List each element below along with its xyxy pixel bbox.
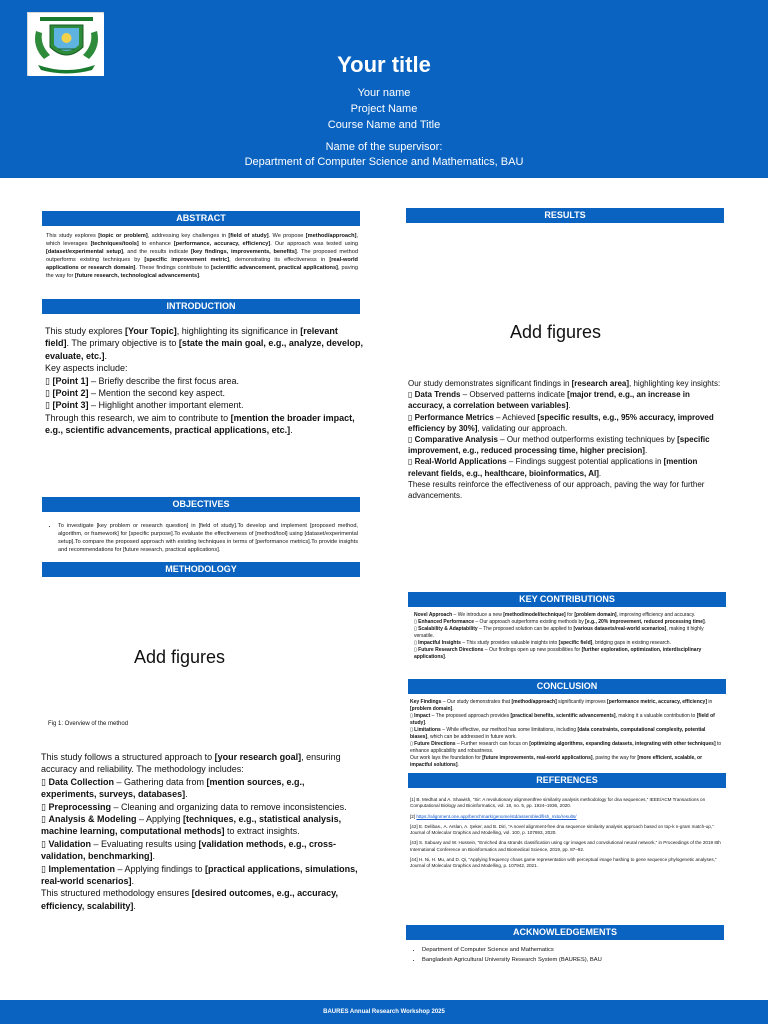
missing-glyph-icon: ▯ [414,626,419,632]
references-heading: REFERENCES [408,773,726,788]
emphasis-text: [topic or problem] [98,233,148,239]
body-text: , demonstrating its effectiveness in [229,257,330,263]
missing-glyph-icon: ▯ [414,640,419,646]
emphasis-text: [Point 1] [52,375,89,386]
body-text: . [198,273,201,279]
introduction-points [45,375,363,412]
body-text: Our study demonstrates significant findings in [408,379,572,388]
references-list [410,797,724,874]
body-text: to enhance applicability and robustness. [410,741,722,754]
emphasis-text: Implementation [48,863,115,874]
objectives-heading: OBJECTIVES [42,497,360,512]
body-text: . Our approach was tested using [270,241,358,247]
introduction-paragraph [45,325,363,362]
introduction-point [45,375,363,387]
conclusion-closing [410,755,724,769]
methodology-step [41,863,359,888]
acknowledgements-heading: ACKNOWLEDGEMENTS [406,925,724,940]
conclusion-item [410,727,724,741]
emphasis-text: [desired outcomes, e.g., accuracy, efficiency, scalability] [41,888,338,911]
body-text: , highlighting key insights: [629,379,721,388]
reference-item: [44] H. Ni, H. Mu, and D. Qi, “Applying frequency chaos game representation with perceptual image hashing to gene sequence phylogenetic analyses,” Journal of Molecular Graphics and Modelling, p. 107942, 2021. [410,857,717,869]
missing-glyph-icon: ▯ [410,713,415,719]
body-text: – Achieved [493,412,538,422]
emphasis-text: Performance Metrics [414,412,494,422]
body-text: for [565,612,575,618]
emphasis-text: [Point 3] [52,400,89,411]
missing-glyph-icon: ▯ [45,400,53,411]
body-text: . [131,876,135,887]
body-text: , paving the way for [592,755,638,761]
body-text: . The primary objective is to [66,338,179,349]
result-item [408,434,724,456]
body-text: . We propose [268,233,306,239]
body-text: , ensuring accuracy and reliability. The methodology includes: [41,752,341,775]
results-intro [408,378,724,389]
body-text: . [444,654,447,660]
body-text: Through this research, we aim to contribute to [45,412,231,423]
conclusion-body [410,699,724,769]
emphasis-text: Validation [48,838,91,849]
body-text: – Our method outperforms existing techniques by [497,435,678,445]
emphasis-text: [future research, technological advancements] [74,273,199,279]
body-text: . [452,706,454,712]
emphasis-text: [real-world applications or research domain] [46,257,358,271]
key-contributions-heading: KEY CONTRIBUTIONS [408,592,726,607]
emphasis-text: [your research goal] [214,752,302,762]
emphasis-text: [techniques, e.g., statistical analysis, machine learning, computational methods] [41,814,342,837]
body-text: – Gathering data from [113,776,207,787]
introduction-body [45,325,363,437]
contribution-item [414,626,724,640]
methodology-body [41,751,359,912]
reference-item: [42] E. Delibas., A. Arslan, A. Şeker, and B. Diri, “A novel alignment-free dna sequence similarity analysis approach based on top-k n-gram match-up,” Journal of Molecular Graphics and Modelling, vol. 100, p. 107693, 2020. [410,823,714,836]
emphasis-text: [practical benefits, scientific advancements] [510,713,616,719]
emphasis-text: Novel Approach [414,612,453,618]
conclusion-item [410,713,724,727]
reference-number: [2] [410,813,417,819]
methodology-figure-placeholder: Add figures [134,647,226,667]
body-text: . [425,720,427,726]
reference-url-link[interactable]: https://alignment.one.app/benchmark/genome/std/assembled/fish_mito/results/ [416,813,577,819]
body-text: , addressing key challenges in [147,233,229,239]
results-closing: These results reinforce the effectiveness of our approach, paving the way for further advancements. [408,479,705,501]
conclusion-item [410,699,724,713]
body-text: , bridging gaps in existing research. [592,640,671,646]
emphasis-text: Limitations [414,727,441,733]
emphasis-text: Enhanced Performance [418,619,474,625]
emphasis-text: Comparative Analysis [414,435,498,445]
emphasis-text: [mention sources, e.g., experiments, surveys, databases] [41,776,305,800]
abstract-text [46,232,358,280]
emphasis-text: [mention the broader impact, e.g., scientific advancements, practical applications, etc.] [45,412,355,436]
body-text: , improving efficiency and accuracy. [616,612,696,618]
reference-item: [43] S. Sabuary and W. Hussein, “Enriched dna strands classification using cgr images and convolutional neural network,” in Proceedings of the 2019 8th International Conference on Bioinformatics and Biomedical Science, 2019, pp. 87–92. [410,840,721,852]
body-text: – Mention the second key aspect. [88,388,226,399]
emphasis-text: Data Trends [414,390,461,400]
emphasis-text: Data Collection [48,776,114,787]
emphasis-text: [Your Topic] [125,326,177,336]
body-text: . The proposed method outperforms existing techniques by [46,249,358,263]
contribution-item [414,612,724,619]
emphasis-text: Scalability & Adaptability [418,626,478,632]
conclusion-item [410,741,724,755]
missing-glyph-icon: ▯ [408,412,415,422]
body-text: This study follows a structured approach to [41,752,215,762]
body-text: – Our study demonstrates that [441,699,512,705]
emphasis-text: [data constraints, computational complexity, potential biases] [410,727,706,740]
body-text: – Briefly describe the first focus area. [88,375,240,386]
body-text: Our work lays the foundation for [410,755,483,761]
body-text: . [457,762,459,768]
emphasis-text: [specific improvement, e.g., reduced processing time, higher precision] [408,435,710,456]
body-text: , paving the way for [46,265,358,279]
project-name: Project Name [350,103,418,115]
body-text: . [290,425,293,436]
emphasis-text: Future Research Directions [418,647,484,653]
methodology-closing [41,887,359,912]
emphasis-text: Preprocessing [48,801,111,812]
emphasis-text: [performance, accuracy, efficiency] [173,241,271,247]
methodology-heading: METHODOLOGY [42,562,360,577]
key-contributions-list [414,612,724,661]
introduction-heading: INTRODUCTION [42,299,360,314]
missing-glyph-icon: ▯ [410,727,415,733]
missing-glyph-icon: ▯ [410,741,415,747]
body-text: . These findings contribute to [135,265,211,271]
body-text: , which leverages [46,233,358,247]
body-text: . [133,900,136,911]
author-name: Your name [357,87,411,99]
contribution-item [414,647,724,661]
missing-glyph-icon: ▯ [41,801,49,812]
missing-glyph-icon: ▯ [41,838,49,849]
missing-glyph-icon: ▯ [41,863,49,874]
body-text: significantly improves [556,699,608,705]
reference-item: [1] B. Medhat and A. Shawish, “Sir: A revolutionary alignmentfree similarity analysis methodology for dna sequences,” IEEE/ACM Transactions on Computational Biology and Bioinformatics, vol. 18, no. 5, pp. 1924–1936, 2020. [410,797,706,809]
body-text: – This study provides valuable insights into [460,640,559,646]
methodology-step [41,776,359,801]
emphasis-text: [dataset/experimental setup] [46,249,124,255]
body-text: – Observed patterns indicate [460,390,568,400]
contribution-item [414,640,724,647]
introduction-point [45,399,363,411]
body-text: This study explores [45,326,126,336]
emphasis-text: [future improvements, real-world applications] [482,755,593,761]
methodology-step [41,813,359,838]
body-text: to enhance [138,241,174,247]
emphasis-text: [performance metric, accuracy, efficiency] [607,699,707,705]
body-text: , making it a valuable contribution to [615,713,697,719]
emphasis-text: [specific results, e.g., 95% accuracy, improved efficiency by 30%] [408,412,714,433]
emphasis-text: Impact [414,713,431,719]
emphasis-text: [problem domain] [574,612,617,618]
emphasis-text: [scientific advancement, practical applications] [210,265,338,271]
emphasis-text: [further exploration, optimization, interdisciplinary applications] [414,647,702,660]
results-items [408,389,724,479]
missing-glyph-icon: ▯ [408,457,415,467]
body-text: . [644,446,648,456]
missing-glyph-icon: ▯ [41,814,49,825]
emphasis-text: [method/approach] [511,699,557,705]
body-text: to extract insights. [224,826,300,837]
emphasis-text: Analysis & Modeling [48,814,137,825]
emphasis-text: Impactful Insights [418,640,461,646]
poster-header [0,0,768,178]
introduction-closing [45,412,363,437]
acknowledgements-body [410,946,724,966]
body-text: – Findings suggest potential applications in [506,457,664,467]
objectives-list [46,522,358,554]
emphasis-text: [key findings, improvements, benefits] [191,249,297,255]
body-text: – Highlight another important element. [88,400,244,411]
emphasis-text: [field of study] [410,713,715,726]
body-text: This structured methodology ensures [41,888,192,899]
body-text: – The proposed solution can be applied to [477,626,574,632]
results-heading: RESULTS [406,208,724,223]
methodology-figure-caption: Fig 1: Overview of the method [48,721,129,727]
methodology-step [41,801,359,813]
emphasis-text: [field of study] [228,233,269,239]
acknowledgement-item: • Bangladesh Agricultural University Research System (BAURES), BAU [422,956,724,965]
emphasis-text: Real-World Applications [414,457,507,467]
body-text: , making it highly versatile. [414,626,704,639]
methodology-steps [41,776,359,888]
emphasis-text: Key Findings [410,699,442,705]
body-text: – Evaluating results using [90,838,199,849]
abstract-heading: ABSTRACT [42,211,360,226]
key-aspects-label: Key aspects include: [45,363,128,374]
contribution-item [414,619,724,626]
acknowledgement-item: • Department of Computer Science and Mathematics [422,946,724,955]
acknowledgements-list [410,946,724,965]
reference-link[interactable] [410,814,724,820]
emphasis-text: [validation methods, e.g., cross-validation, benchmarking] [41,838,337,862]
conclusion-list [410,699,724,755]
emphasis-text: [Point 2] [52,388,89,399]
objective-item: • To investigate [key problem or research question] in [field of study].To develop and implement [proposed method, algorithm, or framework] for [specific purpose].To evaluate the effectiveness of [method/tool] using [dataset/experimental setup].To compare the proposed approach with existing techniques in terms of [performance metrics].To provide insights and recommendations for [future research, practical applications]. [58,522,358,554]
body-text: – Applying [136,814,184,825]
body-text: , validating our approach. [477,423,568,433]
body-text: – Our findings open up new possibilities for [483,647,582,653]
emphasis-text: [state the main goal, e.g., analyze, develop, evaluate, etc.] [45,338,363,361]
emphasis-text: [optimizing algorithms, expanding datasets, integrating with other techniques] [529,741,716,747]
body-text: – Our approach outperforms existing methods by [474,619,586,625]
results-body [408,378,724,501]
introduction-point [45,387,363,399]
missing-glyph-icon: ▯ [408,435,415,445]
emphasis-text: [method/approach] [305,233,357,239]
results-figure-placeholder: Add figures [510,322,602,342]
methodology-step [41,838,359,863]
body-text: – The proposed approach provides [430,713,511,719]
poster-title: Your title [337,52,431,77]
emphasis-text: [practical applications, simulations, real-world scenarios] [41,863,358,887]
body-text: – Further research can focus on [455,741,530,747]
body-text: – While effective, our method has some limitations, including [440,727,578,733]
body-text: This study explores [46,233,99,239]
body-text: , and the results indicate [123,249,192,255]
objectives-list-wrap [46,522,358,562]
body-text: . [568,401,571,411]
body-text: , highlighting its significance in [176,326,301,336]
result-item [408,412,724,434]
body-text: . [152,851,156,862]
body-text: , which can be addressed in future work. [427,734,517,740]
emphasis-text: [problem domain] [410,706,453,712]
emphasis-text: [more efficient, scalable, or impactful solutions] [410,755,703,768]
emphasis-text: [research area] [571,379,630,388]
body-text: – Cleaning and organizing data to remove inconsistencies. [110,801,347,812]
department-name: Department of Computer Science and Mathematics, BAU [244,156,524,168]
emphasis-text: Future Directions [414,741,456,747]
body-text: in [706,699,713,705]
missing-glyph-icon: ▯ [41,776,49,787]
missing-glyph-icon: ▯ [414,647,419,653]
body-text: . [598,468,602,478]
missing-glyph-icon: ▯ [414,619,419,625]
missing-glyph-icon: ▯ [45,375,53,386]
emphasis-text: [mention relevant fields, e.g., healthcare, bioinformatics, AI] [408,457,698,478]
poster-footer: BAURES Annual Research Workshop 2025 [0,1000,768,1024]
result-item [408,456,724,478]
emphasis-text: [method/model/technique] [503,612,566,618]
emphasis-text: [various datasets/real-world scenarios] [573,626,667,632]
emphasis-text: [specific improvement metric] [144,257,230,263]
body-text: – We introduce a new [452,612,504,618]
conclusion-heading: CONCLUSION [408,679,726,694]
result-item [408,389,724,411]
body-text: – Applying findings to [114,863,206,874]
emphasis-text: [major trend, e.g., an increase in accuracy, a correlation between variables] [408,390,690,411]
methodology-intro [41,751,359,776]
course-name: Course Name and Title [327,119,441,131]
missing-glyph-icon: ▯ [408,390,415,400]
emphasis-text: [e.g., 20% improvement, reduced processing time] [585,619,705,625]
emphasis-text: [techniques/tools] [90,241,139,247]
body-text: . [185,789,188,800]
emphasis-text: [relevant field] [45,326,338,349]
missing-glyph-icon: ▯ [45,388,53,399]
supervisor-label: Name of the supervisor: [325,141,443,153]
body-text: . [104,350,108,361]
body-text: . [704,619,707,625]
emphasis-text: [specific field] [558,640,593,646]
